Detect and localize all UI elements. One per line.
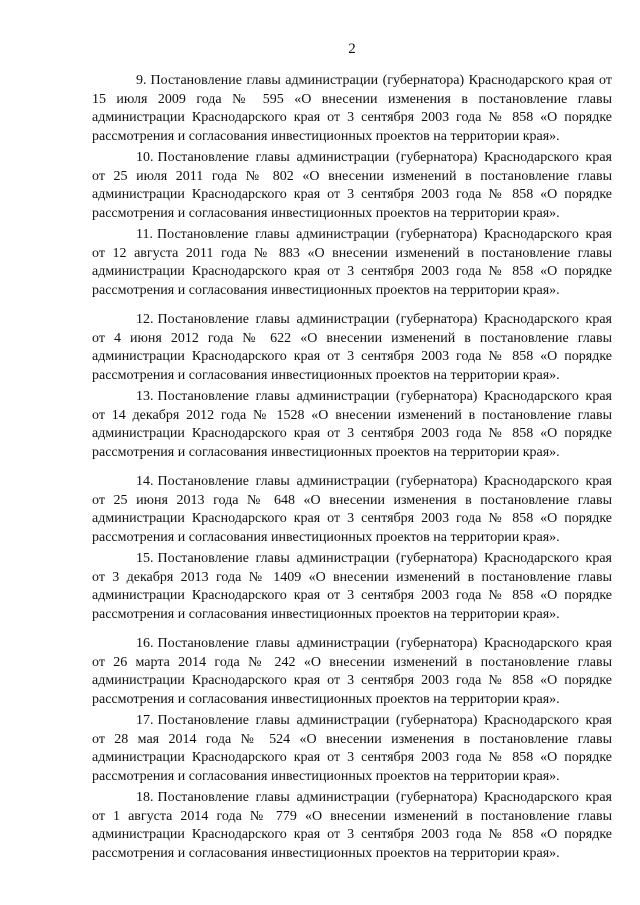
list-item-10: [92, 149, 612, 223]
item-text: Постановление главы администрации (губернатора) Краснодарского края от 1 августа 2014 года № 779 «О внесении изменений в постановление главы администрации Краснодарского края от 3 сентября 2003 года № 858 «О порядке рассмотрения и согласования инвестиционных проектов на территории края».: [92, 790, 612, 861]
item-number: 16.: [136, 636, 154, 651]
item-number: 15.: [136, 551, 154, 566]
list-item-11: [92, 226, 612, 300]
list-item-15: [92, 550, 612, 624]
item-number: 11.: [136, 227, 153, 242]
list-item-16: [92, 635, 612, 709]
item-number: 14.: [136, 474, 154, 489]
list-item-18: [92, 789, 612, 863]
item-text: Постановление главы администрации (губернатора) Краснодарского края от 26 марта 2014 года № 242 «О внесении изменений в постановление главы администрации Краснодарского края от 3 сентября 2003 года № 858 «О порядке рассмотрения и согласования инвестиционных проектов на территории края».: [92, 636, 612, 707]
item-number: 9.: [136, 73, 147, 88]
item-number: 13.: [136, 389, 154, 404]
list-item-17: [92, 712, 612, 786]
item-text: Постановление главы администрации (губернатора) Краснодарского края от 25 июля 2011 года № 802 «О внесении изменений в постановление главы администрации Краснодарского края от 3 сентября 2003 года № 858 «О порядке рассмотрения и согласования инвестиционных проектов на территории края».: [92, 150, 612, 221]
list-item-9: [92, 72, 612, 146]
item-number: 18.: [136, 790, 154, 805]
item-text: Постановление главы администрации (губернатора) Краснодарского края от 4 июня 2012 года № 622 «О внесении изменений в постановление главы администрации Краснодарского края от 3 сентября 2003 года № 858 «О порядке рассмотрения и согласования инвестиционных проектов на территории края».: [92, 312, 612, 383]
item-text: Постановление главы администрации (губернатора) Краснодарского края от 14 декабря 2012 года № 1528 «О внесении изменений в постановление главы администрации Краснодарского края от 3 сентября 2003 года № 858 «О порядке рассмотрения и согласования инвестиционных проектов на территории края».: [92, 389, 612, 460]
item-number: 10.: [136, 150, 154, 165]
item-number: 12.: [136, 312, 154, 327]
item-text: Постановление главы администрации (губернатора) Краснодарского края от 25 июня 2013 года № 648 «О внесении изменения в постановление главы администрации Краснодарского края от 3 сентября 2003 года № 858 «О порядке рассмотрения и согласования инвестиционных проектов на территории края».: [92, 474, 612, 545]
item-text: Постановление главы администрации (губернатора) Краснодарского края от 15 июля 2009 года № 595 «О внесении изменения в постановление главы администрации Краснодарского края от 3 сентября 2003 года № 858 «О порядке рассмотрения и согласования инвестиционных проектов на территории края».: [92, 73, 612, 144]
item-text: Постановление главы администрации (губернатора) Краснодарского края от 28 мая 2014 года № 524 «О внесении изменения в постановление главы администрации Краснодарского края от 3 сентября 2003 года № 858 «О порядке рассмотрения и согласования инвестиционных проектов на территории края».: [92, 713, 612, 784]
item-number: 17.: [136, 713, 154, 728]
list-item-12: [92, 311, 612, 385]
item-text: Постановление главы администрации (губернатора) Краснодарского края от 12 августа 2011 года № 883 «О внесении изменений в постановление главы администрации Краснодарского края от 3 сентября 2003 года № 858 «О порядке рассмотрения и согласования инвестиционных проектов на территории края».: [92, 227, 612, 298]
document-body: [92, 72, 612, 866]
list-item-14: [92, 473, 612, 547]
page-number: 2: [348, 41, 356, 57]
list-item-13: [92, 388, 612, 462]
item-text: Постановление главы администрации (губернатора) Краснодарского края от 3 декабря 2013 года № 1409 «О внесении изменений в постановление главы администрации Краснодарского края от 3 сентября 2003 года № 858 «О порядке рассмотрения и согласования инвестиционных проектов на территории края».: [92, 551, 612, 622]
document-page: [92, 0, 612, 905]
